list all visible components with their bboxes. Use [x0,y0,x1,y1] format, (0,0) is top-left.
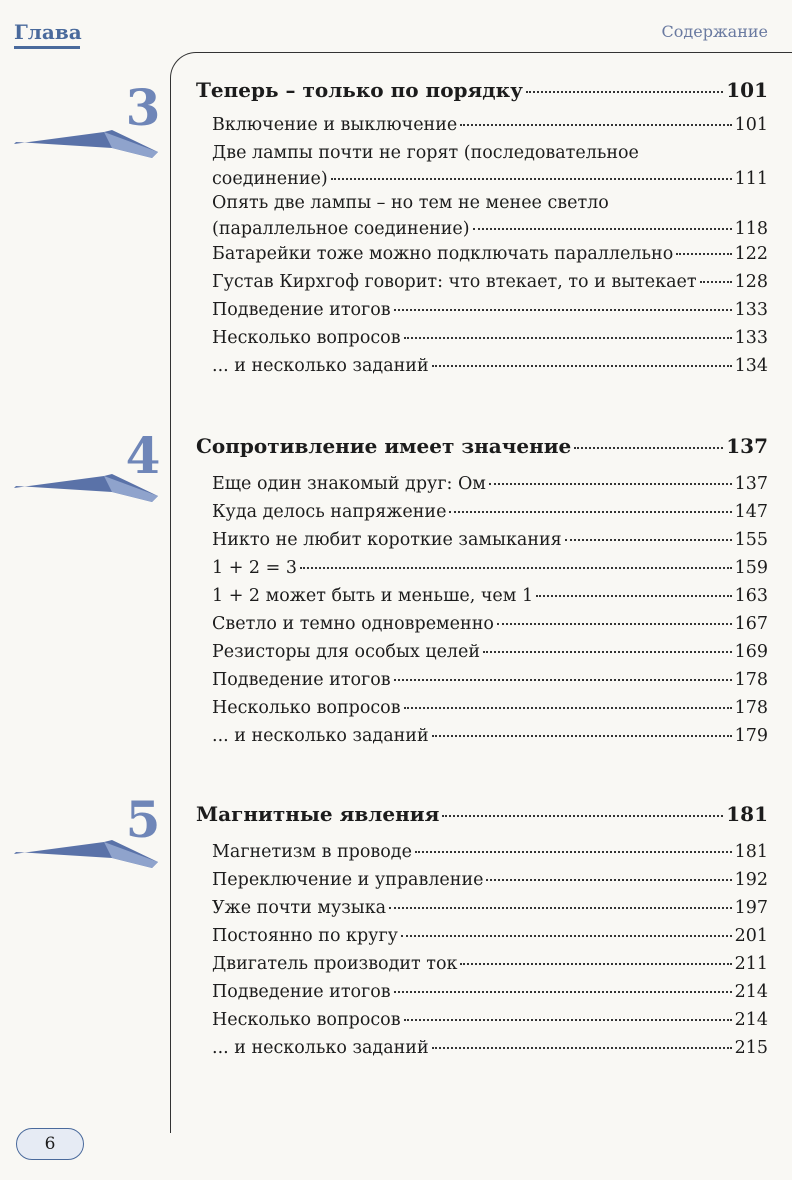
toc-entry[interactable]: Подведение итогов 178 [212,670,768,690]
chapter-3-number: 3 [125,78,161,137]
toc-entry[interactable]: Постоянно по кругу 201 [212,926,768,946]
chapter-4-title-entry[interactable]: Сопротивление имеет значение 137 [196,434,768,458]
toc-entry-multiline[interactable]: Две лампы почти не горят (последовательное соединение) 111 [212,143,768,189]
toc-entry[interactable]: Светло и темно одновременно 167 [212,614,768,634]
toc-entry[interactable]: Несколько вопросов 133 [212,328,768,348]
toc-entry[interactable]: Магнетизм в проводе 181 [212,842,768,862]
toc-entry[interactable]: ... и несколько заданий 179 [212,726,768,746]
header-rule [14,46,80,49]
toc-entry[interactable]: Батарейки тоже можно подключать параллельно 122 [212,244,768,264]
toc-entry[interactable]: Подведение итогов 214 [212,982,768,1002]
chapter-5-wedge [12,838,162,872]
toc-entry[interactable]: Густав Кирхгоф говорит: что втекает, то и вытекает 128 [212,272,768,292]
header-section-label: Содержание [661,22,768,41]
toc-entry[interactable]: Включение и выключение 101 [212,115,768,135]
toc-entry[interactable]: Двигатель производит ток 211 [212,954,768,974]
toc-entry[interactable]: Несколько вопросов 214 [212,1010,768,1030]
toc-entry[interactable]: 1 + 2 = 3 159 [212,558,768,578]
toc-entry[interactable]: Уже почти музыка 197 [212,898,768,918]
toc-entry[interactable]: Куда делось напряжение 147 [212,502,768,522]
chapter-4-number: 4 [125,426,161,485]
toc-entry[interactable]: Несколько вопросов 178 [212,698,768,718]
chapter-5-title-entry[interactable]: Магнитные явления 181 [196,802,768,826]
chapter-3-title-entry[interactable]: Теперь – только по порядку 101 [196,78,768,102]
toc-entry[interactable]: Резисторы для особых целей 169 [212,642,768,662]
header-chapter-label: Глава [14,20,82,44]
toc-entry-multiline[interactable]: Опять две лампы – но тем не менее светло (параллельное соединение) 118 [212,193,768,239]
toc-entry[interactable]: Еще один знакомый друг: Ом 137 [212,474,768,494]
toc-entry[interactable]: ... и несколько заданий 215 [212,1038,768,1058]
page-number-badge: 6 [16,1128,84,1160]
chapter-3-wedge [12,128,162,162]
toc-entry[interactable]: Никто не любит короткие замыкания 155 [212,530,768,550]
toc-entry[interactable]: 1 + 2 может быть и меньше, чем 1 163 [212,586,768,606]
chapter-5-number: 5 [125,790,161,849]
toc-entry[interactable]: ... и несколько заданий 134 [212,356,768,376]
toc-entry[interactable]: Переключение и управление 192 [212,870,768,890]
chapter-4-wedge [12,472,162,506]
toc-entry[interactable]: Подведение итогов 133 [212,300,768,320]
